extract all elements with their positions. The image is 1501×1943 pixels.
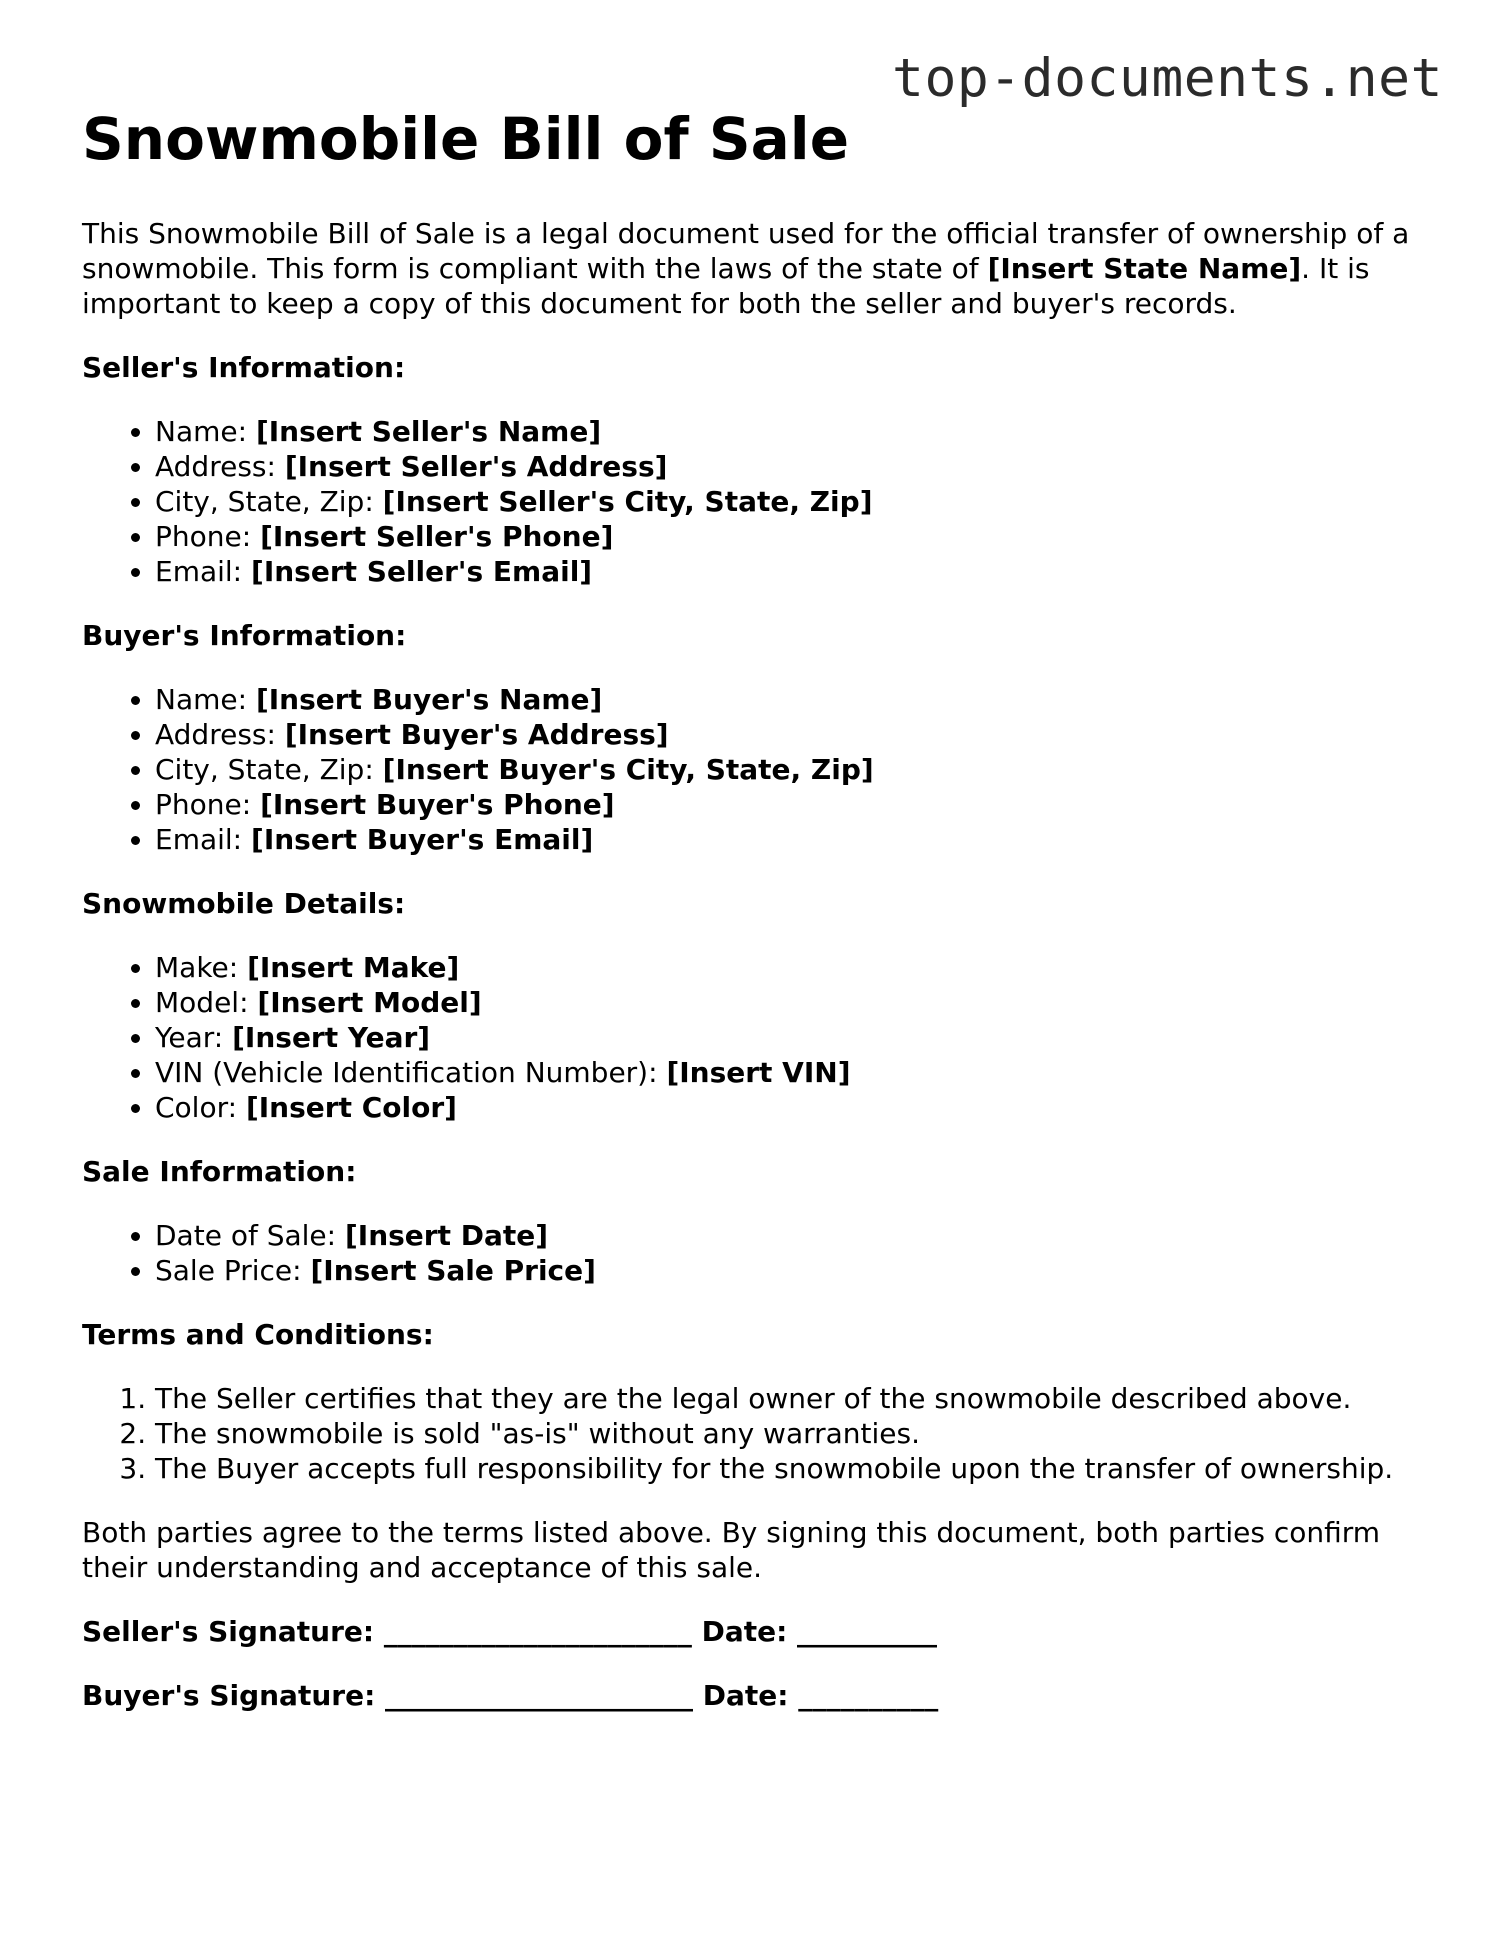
term-item: 3. The Buyer accepts full responsibility for the snowmobile upon the transfer of ownership. xyxy=(155,1451,1422,1486)
term-item: 2. The snowmobile is sold "as-is" without any warranties. xyxy=(155,1416,1422,1451)
intro-text-before: This Snowmobile Bill of Sale is a legal document used for the official transfer of ownership of a snowmobile. This form is compliant with the laws of the state of xyxy=(82,217,1410,285)
field-label: Color: xyxy=(155,1091,246,1124)
field-value: [Insert Year] xyxy=(232,1021,431,1054)
document-body xyxy=(82,216,1422,1742)
field-value: [Insert Seller's Address] xyxy=(284,450,668,483)
field-value: [Insert Buyer's Phone] xyxy=(260,788,615,821)
watermark: top-documents.net xyxy=(892,48,1443,109)
field-label: Name: xyxy=(155,683,256,716)
field-value: [Insert Make] xyxy=(247,951,460,984)
field-value: [Insert Buyer's Email] xyxy=(251,823,594,856)
list-item xyxy=(155,682,1422,717)
intro-text-after: . It is important to keep a copy of this document for both the seller and buyer's records. xyxy=(82,252,1370,320)
list-item xyxy=(155,1218,1422,1253)
list-item xyxy=(155,519,1422,554)
snowmobile-heading: Snowmobile Details: xyxy=(82,887,406,920)
intro-paragraph xyxy=(82,216,1417,321)
field-value: [Insert VIN] xyxy=(666,1056,851,1089)
field-label: Model: xyxy=(155,986,258,1019)
list-item xyxy=(155,752,1422,787)
field-value: [Insert Seller's Name] xyxy=(255,415,602,448)
field-label: City, State, Zip: xyxy=(155,753,383,786)
field-value: [Insert Seller's Phone] xyxy=(260,520,614,553)
field-label: Year: xyxy=(155,1021,233,1054)
term-item: 1. The Seller certifies that they are the legal owner of the snowmobile described above. xyxy=(155,1381,1422,1416)
list-item xyxy=(155,717,1422,752)
field-label: Email: xyxy=(155,555,252,588)
terms-heading: Terms and Conditions: xyxy=(82,1318,434,1351)
field-value: [Insert Model] xyxy=(257,986,482,1019)
sale-list xyxy=(82,1218,1422,1288)
buyer-heading: Buyer's Information: xyxy=(82,619,407,652)
field-value: [Insert Buyer's Address] xyxy=(284,718,669,751)
field-value: [Insert Buyer's Name] xyxy=(255,683,603,716)
terms-list xyxy=(82,1381,1422,1486)
seller-signature-line: Seller's Signature: ______________________ Date: __________ xyxy=(82,1615,938,1648)
buyer-signature-line: Buyer's Signature: ______________________ Date: __________ xyxy=(82,1679,939,1712)
field-label: Date of Sale: xyxy=(155,1219,345,1252)
list-item xyxy=(155,1253,1422,1288)
list-item xyxy=(155,484,1422,519)
field-label: Phone: xyxy=(155,520,261,553)
field-value: [Insert Date] xyxy=(344,1219,549,1252)
agreement-paragraph: Both parties agree to the terms listed above. By signing this document, both parties confirm their understanding and acceptance of this sale. xyxy=(82,1516,1381,1584)
buyer-list xyxy=(82,682,1422,857)
list-item xyxy=(155,985,1422,1020)
field-label: VIN (Vehicle Identification Number): xyxy=(155,1056,667,1089)
field-value: [Insert Seller's Email] xyxy=(251,555,593,588)
page-title: Snowmobile Bill of Sale xyxy=(82,105,850,173)
list-item xyxy=(155,414,1422,449)
field-label: Address: xyxy=(155,718,285,751)
field-label: City, State, Zip: xyxy=(155,485,383,518)
list-item xyxy=(155,950,1422,985)
field-label: Name: xyxy=(155,415,256,448)
seller-list xyxy=(82,414,1422,589)
seller-heading: Seller's Information: xyxy=(82,351,406,384)
field-label: Sale Price: xyxy=(155,1254,311,1287)
list-item xyxy=(155,1020,1422,1055)
snowmobile-list xyxy=(82,950,1422,1125)
state-placeholder: [Insert State Name] xyxy=(987,252,1302,285)
field-value: [Insert Sale Price] xyxy=(310,1254,596,1287)
list-item xyxy=(155,787,1422,822)
list-item xyxy=(155,1055,1422,1090)
list-item xyxy=(155,554,1422,589)
field-label: Make: xyxy=(155,951,248,984)
field-label: Phone: xyxy=(155,788,261,821)
field-value: [Insert Seller's City, State, Zip] xyxy=(382,485,873,518)
list-item xyxy=(155,1090,1422,1125)
list-item xyxy=(155,449,1422,484)
sale-heading: Sale Information: xyxy=(82,1155,357,1188)
field-label: Email: xyxy=(155,823,252,856)
field-value: [Insert Buyer's City, State, Zip] xyxy=(382,753,874,786)
field-value: [Insert Color] xyxy=(245,1091,457,1124)
field-label: Address: xyxy=(155,450,285,483)
list-item xyxy=(155,822,1422,857)
